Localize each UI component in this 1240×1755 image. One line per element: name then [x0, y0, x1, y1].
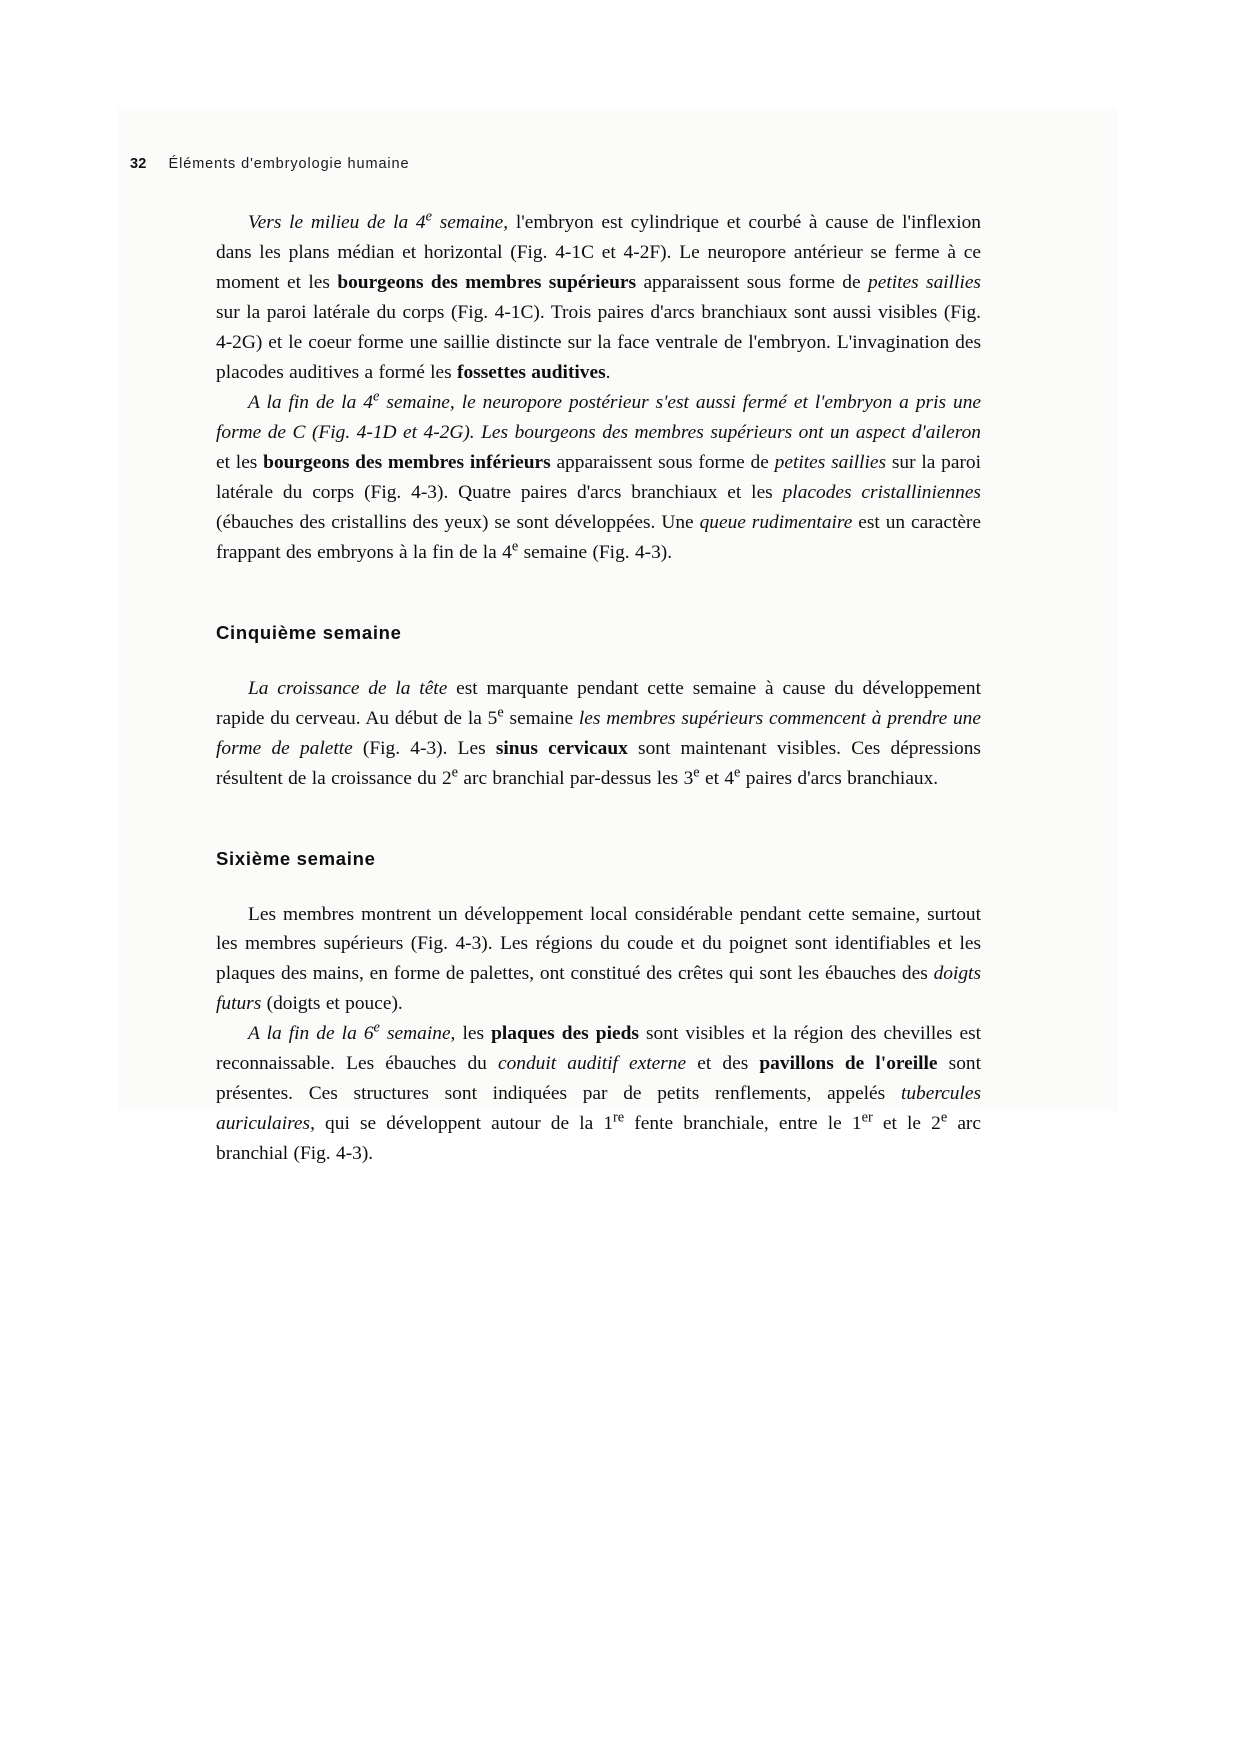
- spacer-before-heading-1: [216, 568, 981, 622]
- term-sinus-cervicaux: sinus cervicaux: [495, 737, 628, 759]
- paragraph-3: La croissance de la tête est marquante pendant cette semaine à cause du développement rapide du cerveau. Au début de la 5e semaine les membres supérieurs commencent à prendre une forme de palette (Fig. 4-3). Les sinus cervicaux sont maintenant visibles. Ces dépressions résultent de la croissance du 2e arc branchial par-dessus les 3e et 4e paires d'arcs branchiaux.: [216, 677, 981, 789]
- paragraph-1: Vers le milieu de la 4e semaine, l'embryon est cylindrique et courbé à cause de l'inflexion dans les plans médian et horizontal (Fig. 4-1C et 4-2F). Le neuropore antérieur se ferme à ce moment et les bourgeons des membres supérieurs apparaissent sous forme de petites saillies sur la paroi latérale du corps (Fig. 4-1C). Trois paires d'arcs branchiaux sont aussi visibles (Fig. 4-2G) et le coeur forme une saillie distincte sur la face ventrale de l'embryon. L'invagination des placodes auditives a formé les fossettes auditives.: [216, 208, 981, 383]
- para5-superscript-e: e: [373, 1019, 380, 1036]
- heading-cinquieme-semaine: Cinquième semaine: [216, 621, 402, 643]
- heading-sixieme-semaine: Sixième semaine: [216, 847, 376, 869]
- para5-superscript-er: er: [861, 1109, 873, 1126]
- page-content-area: [118, 108, 1118, 1165]
- paragraph-2: A la fin de la 4e semaine, le neuropore postérieur s'est aussi fermé et l'embryon a pris une forme de C (Fig. 4-1D et 4-2G). Les bourgeons des membres supérieurs ont un aspect d'aileron et les bourgeons des membres inférieurs apparaissent sous forme de petites saillies sur la paroi latérale du corps (Fig. 4-3). Quatre paires d'arcs branchiaux et les placodes cristalliniennes (ébauches des cristallins des yeux) se sont développées. Une queue rudimentaire est un caractère frappant des embryons à la fin de la 4e semaine (Fig. 4-3).: [216, 388, 981, 563]
- term-croissance-tete: La croissance de la tête: [248, 677, 448, 699]
- term-petites-saillies-2: petites saillies: [774, 451, 887, 473]
- para1-lead-italic: Vers le milieu de la 4e semaine: [248, 208, 504, 233]
- para2-lead-italic: A la fin de la 4e semaine, le neuropore postérieur s'est aussi fermé et l'embryon a pris une forme de C (Fig. 4-1D et 4-2G). Les bourgeons des membres supérieurs ont un aspect d'aileron: [216, 388, 981, 443]
- para1-superscript-e: e: [425, 208, 432, 225]
- term-tubercules-auriculaires: tubercules auriculaires: [216, 1083, 981, 1135]
- term-bourgeons-inferieurs: bourgeons des membres inférieurs: [263, 451, 551, 473]
- spacer-after-heading-1: [216, 644, 981, 674]
- para5-lead-italic: A la fin de la 6e semaine: [248, 1019, 451, 1045]
- para2-superscript-e2: e: [511, 538, 519, 555]
- page-header: [130, 156, 409, 172]
- running-head: Éléments d'embryologie humaine: [168, 156, 410, 172]
- term-pavillons-oreille: pavillons de l'oreille: [759, 1053, 938, 1075]
- para3-superscript-e: e: [497, 704, 504, 721]
- term-doigts-futurs: doigts futurs: [216, 963, 981, 1015]
- term-bourgeons-superieurs: bourgeons des membres supérieurs: [337, 271, 637, 293]
- term-placodes-cristalliniennes: placodes cristalliniennes: [782, 481, 981, 503]
- paragraph-5: A la fin de la 6e semaine, les plaques des pieds sont visibles et la région des chevilles est reconnaissable. Les ébauches du conduit auditif externe et des pavillons de l'oreille sont présentes. Ces structures sont indiquées par de petits renflements, appelés tubercules auriculaires, qui se développent autour de la 1re fente branchiale, entre le 1er et le 2e arc branchial (Fig. 4-3).: [216, 1019, 981, 1165]
- para3-superscript-e3: e: [693, 764, 700, 781]
- term-queue-rudimentaire: queue rudimentaire: [699, 511, 853, 533]
- para5-superscript-e2: e: [940, 1109, 948, 1126]
- page-sheet: [118, 108, 1118, 1165]
- term-membres-superieurs-palette: les membres supérieurs commencent à prendre une forme de palette: [216, 707, 981, 759]
- page-body: [216, 208, 981, 1169]
- spacer-before-heading-2: [216, 794, 981, 848]
- term-conduit-auditif-externe: conduit auditif externe: [497, 1053, 687, 1075]
- para5-superscript-re: re: [613, 1109, 625, 1126]
- spacer-after-heading-2: [216, 870, 981, 900]
- para3-superscript-e4: e: [734, 764, 741, 781]
- term-plaques-des-pieds: plaques des pieds: [491, 1023, 639, 1045]
- paragraph-4: Les membres montrent un développement local considérable pendant cette semaine, surtout les membres supérieurs (Fig. 4-3). Les régions du coude et du poignet sont identifiables et les plaques des mains, en forme de palettes, ont constitué des crêtes qui sont les ébauches des doigts futurs (doigts et pouce).: [216, 903, 981, 1015]
- para2-superscript-e: e: [373, 388, 380, 405]
- page-number: 32: [130, 156, 147, 172]
- term-petites-saillies: petites saillies: [868, 271, 981, 293]
- term-fossettes-auditives: fossettes auditives: [457, 361, 606, 383]
- para3-superscript-e2: e: [451, 764, 459, 781]
